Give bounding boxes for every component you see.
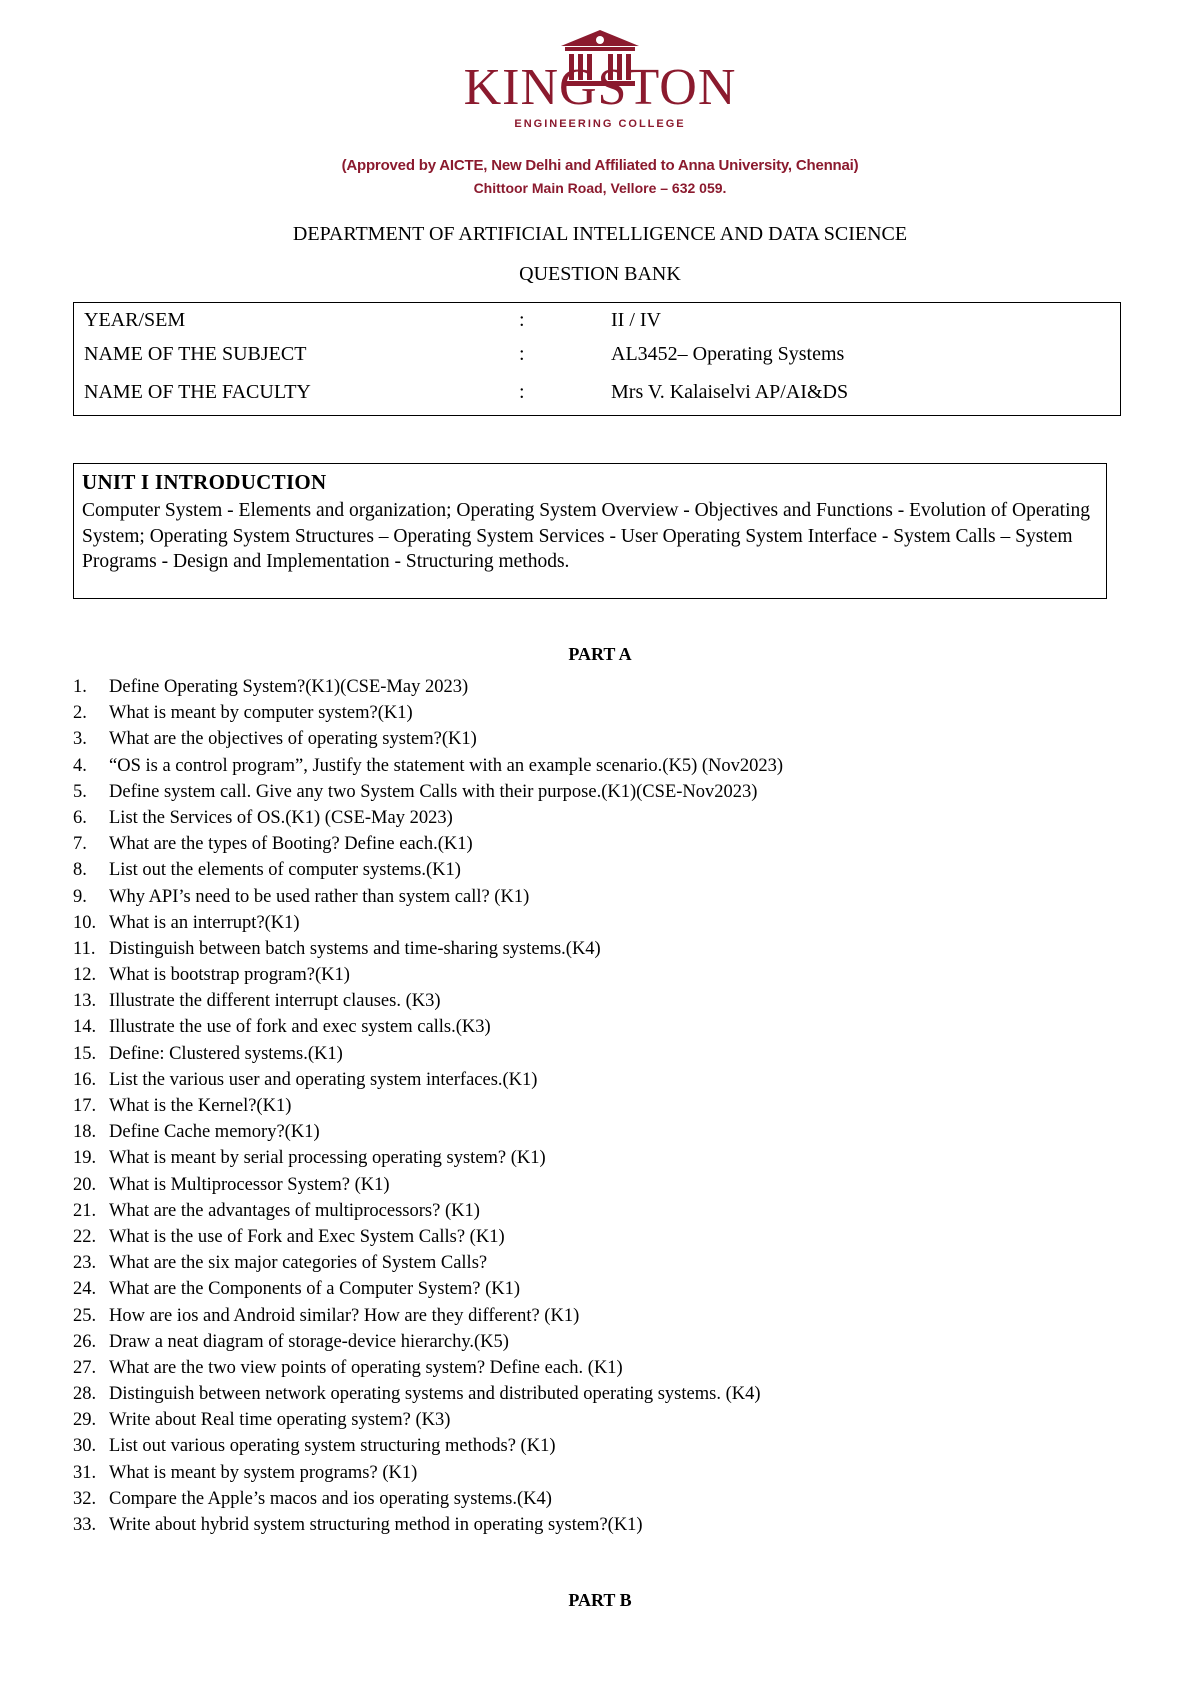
question-item bbox=[73, 1276, 1153, 1302]
question-item bbox=[73, 1093, 1153, 1119]
question-text: List out the elements of computer systems.(K1) bbox=[109, 860, 461, 881]
question-number: 5. bbox=[73, 781, 87, 802]
question-text: Write about Real time operating system? (K3) bbox=[109, 1410, 451, 1431]
question-text: Illustrate the use of fork and exec system calls.(K3) bbox=[109, 1017, 491, 1038]
question-text: What are the six major categories of System Calls? bbox=[109, 1253, 488, 1274]
question-number: 10. bbox=[73, 912, 97, 933]
document-title: QUESTION BANK bbox=[519, 263, 681, 285]
question-item bbox=[73, 962, 1153, 988]
question-number: 11. bbox=[73, 938, 96, 959]
question-item bbox=[73, 1381, 1153, 1407]
question-text: List the Services of OS.(K1) (CSE-May 2023) bbox=[109, 807, 453, 828]
question-item bbox=[73, 1303, 1153, 1329]
question-item bbox=[73, 1014, 1153, 1040]
college-tagline: ENGINEERING COLLEGE bbox=[514, 118, 686, 130]
department-heading: DEPARTMENT OF ARTIFICIAL INTELLIGENCE AND DATA SCIENCE bbox=[292, 223, 908, 245]
question-text: Write about hybrid system structuring method in operating system?(K1) bbox=[109, 1515, 643, 1535]
question-number: 6. bbox=[73, 807, 87, 828]
question-text: Draw a neat diagram of storage-device hierarchy.(K5) bbox=[109, 1331, 509, 1352]
question-item bbox=[73, 1433, 1153, 1459]
question-text: What is an interrupt?(K1) bbox=[109, 912, 300, 933]
question-item bbox=[73, 1512, 1153, 1538]
question-text: What is the use of Fork and Exec System Calls? (K1) bbox=[109, 1226, 505, 1247]
question-number: 9. bbox=[73, 886, 87, 907]
question-number: 24. bbox=[73, 1279, 97, 1300]
question-item bbox=[73, 1486, 1153, 1512]
question-item bbox=[73, 1145, 1153, 1171]
info-row bbox=[74, 343, 1120, 377]
question-text: What is bootstrap program?(K1) bbox=[109, 965, 350, 986]
question-item bbox=[73, 674, 1153, 700]
question-item bbox=[73, 1460, 1153, 1486]
question-item bbox=[73, 805, 1153, 831]
question-text: What are the advantages of multiprocessors? (K1) bbox=[109, 1200, 480, 1221]
unit-syllabus-box bbox=[73, 463, 1107, 599]
info-row bbox=[74, 381, 1120, 415]
question-item bbox=[73, 779, 1153, 805]
question-text: Compare the Apple’s macos and ios operating systems.(K4) bbox=[109, 1488, 552, 1509]
info-colon: : bbox=[519, 309, 525, 331]
question-number: 22. bbox=[73, 1226, 97, 1247]
question-item bbox=[73, 910, 1153, 936]
question-item bbox=[73, 1407, 1153, 1433]
question-item bbox=[73, 884, 1153, 910]
question-text: How are ios and Android similar? How are they different? (K1) bbox=[109, 1305, 580, 1326]
question-number: 21. bbox=[73, 1200, 97, 1221]
college-address: Chittoor Main Road, Vellore – 632 059. bbox=[473, 180, 727, 196]
info-colon: : bbox=[519, 343, 525, 365]
question-text: What is meant by serial processing operating system? (K1) bbox=[109, 1148, 546, 1169]
question-item bbox=[73, 831, 1153, 857]
question-text: Define Operating System?(K1)(CSE-May 2023) bbox=[109, 677, 469, 697]
unit-description: Computer System - Elements and organization; Operating System Overview - Objectives and Functions - Evolution of Operating System; Operating System Structures – Operating System Services - User Operating System Interface - System Calls – System Programs - Design and Implementation - Structuring methods. bbox=[82, 500, 1091, 572]
info-value: II / IV bbox=[611, 309, 661, 331]
question-item bbox=[73, 753, 1153, 779]
question-number: 18. bbox=[73, 1122, 97, 1143]
course-info-table bbox=[73, 302, 1121, 416]
question-number: 12. bbox=[73, 965, 97, 986]
question-item bbox=[73, 1119, 1153, 1145]
question-number: 2. bbox=[73, 703, 87, 724]
part-a-title: PART A bbox=[568, 644, 632, 664]
question-number: 31. bbox=[73, 1462, 97, 1483]
question-item bbox=[73, 857, 1153, 883]
question-item bbox=[73, 1329, 1153, 1355]
part-b-title: PART B bbox=[568, 1590, 632, 1610]
info-value: Mrs V. Kalaiselvi AP/AI&DS bbox=[611, 381, 849, 403]
question-text: What is meant by computer system?(K1) bbox=[109, 703, 413, 724]
question-item bbox=[73, 988, 1153, 1014]
question-text: What are the objectives of operating system?(K1) bbox=[109, 729, 477, 750]
unit-title: UNIT I INTRODUCTION bbox=[82, 470, 327, 494]
question-item bbox=[73, 1041, 1153, 1067]
question-text: List the various user and operating system interfaces.(K1) bbox=[109, 1069, 538, 1090]
question-number: 23. bbox=[73, 1253, 97, 1274]
question-item bbox=[73, 726, 1153, 752]
question-number: 13. bbox=[73, 991, 97, 1012]
part-a-question-list bbox=[73, 674, 1153, 1538]
question-text: Illustrate the different interrupt clauses. (K3) bbox=[109, 991, 441, 1012]
question-number: 20. bbox=[73, 1174, 97, 1195]
question-text: Why API’s need to be used rather than system call? (K1) bbox=[109, 886, 530, 907]
question-number: 17. bbox=[73, 1096, 97, 1116]
question-item bbox=[73, 1172, 1153, 1198]
question-number: 15. bbox=[73, 1043, 97, 1064]
info-label: NAME OF THE SUBJECT bbox=[84, 343, 307, 365]
question-item bbox=[73, 1224, 1153, 1250]
info-colon: : bbox=[519, 381, 525, 403]
question-number: 14. bbox=[73, 1017, 97, 1038]
question-number: 4. bbox=[73, 755, 87, 776]
question-text: Define system call. Give any two System Calls with their purpose.(K1)(CSE-Nov2023) bbox=[109, 781, 758, 802]
question-text: Distinguish between network operating systems and distributed operating systems. (K4) bbox=[109, 1384, 761, 1405]
question-item bbox=[73, 1250, 1153, 1276]
question-number: 29. bbox=[73, 1410, 97, 1431]
question-number: 7. bbox=[73, 834, 87, 855]
question-text: Define Cache memory?(K1) bbox=[109, 1122, 320, 1143]
question-text: Distinguish between batch systems and time-sharing systems.(K4) bbox=[109, 938, 601, 959]
question-text: What are the Components of a Computer System? (K1) bbox=[109, 1279, 521, 1300]
question-text: What are the types of Booting? Define each.(K1) bbox=[109, 834, 473, 855]
question-number: 30. bbox=[73, 1436, 97, 1457]
question-number: 19. bbox=[73, 1148, 97, 1169]
info-row bbox=[74, 309, 1120, 343]
question-item bbox=[73, 1198, 1153, 1224]
question-number: 28. bbox=[73, 1384, 97, 1405]
question-text: What are the two view points of operating system? Define each. (K1) bbox=[109, 1357, 623, 1378]
question-number: 27. bbox=[73, 1357, 97, 1378]
question-text: What is meant by system programs? (K1) bbox=[109, 1462, 418, 1483]
question-number: 33. bbox=[73, 1515, 97, 1535]
question-item bbox=[73, 936, 1153, 962]
question-text: “OS is a control program”, Justify the statement with an example scenario.(K5) (Nov2023) bbox=[109, 755, 784, 776]
info-label: NAME OF THE FACULTY bbox=[84, 381, 311, 403]
question-number: 8. bbox=[73, 860, 87, 881]
question-item bbox=[73, 1067, 1153, 1093]
question-text: List out various operating system structuring methods? (K1) bbox=[109, 1436, 556, 1457]
info-value: AL3452– Operating Systems bbox=[611, 343, 845, 365]
question-number: 16. bbox=[73, 1069, 97, 1090]
question-number: 32. bbox=[73, 1488, 97, 1509]
question-number: 26. bbox=[73, 1331, 97, 1352]
approval-line: (Approved by AICTE, New Delhi and Affiliated to Anna University, Chennai) bbox=[341, 157, 859, 174]
question-item bbox=[73, 1355, 1153, 1381]
question-text: What is Multiprocessor System? (K1) bbox=[109, 1174, 390, 1195]
question-text: Define: Clustered systems.(K1) bbox=[109, 1043, 343, 1064]
question-item bbox=[73, 700, 1153, 726]
college-name: KINGSTON bbox=[463, 59, 737, 116]
question-text: What is the Kernel?(K1) bbox=[109, 1096, 292, 1116]
info-label: YEAR/SEM bbox=[84, 309, 186, 331]
question-number: 3. bbox=[73, 729, 87, 750]
question-number: 25. bbox=[73, 1305, 97, 1326]
question-number: 1. bbox=[73, 677, 87, 697]
